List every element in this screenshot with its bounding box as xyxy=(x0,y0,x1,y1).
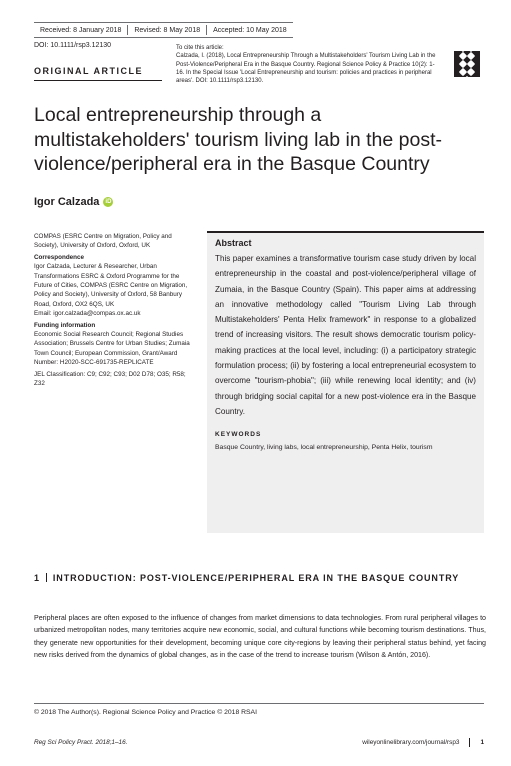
author-name[interactable]: Igor Calzada xyxy=(34,196,100,208)
keywords-heading: KEYWORDS xyxy=(215,431,262,439)
section-title: INTRODUCTION: POST-VIOLENCE/PERIPHERAL ERA IN THE BASQUE COUNTRY xyxy=(52,573,460,583)
article-type-label: ORIGINAL ARTICLE xyxy=(34,66,162,81)
received-date: Received: 8 January 2018 xyxy=(40,26,122,34)
page-footer xyxy=(34,738,484,747)
paper-title: Local entrepreneurship through a multistakeholders' tourism living lab in the post-violence/peripheral era in the Basque Country xyxy=(34,104,442,175)
correspondence-heading: Correspondence xyxy=(34,253,85,261)
footer-right xyxy=(362,738,484,747)
orcid-icon[interactable]: iD xyxy=(105,199,112,205)
citation-block xyxy=(176,44,438,85)
section-number: 1 xyxy=(34,573,40,583)
funding-heading: Funding information xyxy=(34,321,96,329)
journal-url[interactable]: wileyonlinelibrary.com/journal/rsp3 xyxy=(362,739,460,746)
author-line xyxy=(34,196,113,208)
keywords-text: Basque Country, living labs, local entrepreneurship, Penta Helix, tourism xyxy=(215,444,433,452)
funding-text: Economic Social Research Council; Regional Studies Association; Brussels Centre for Urban Studies; Zumaia Town Council; European Commission, Grant/Award Number: H2020-SCC-691735-REPLICATE xyxy=(34,331,190,367)
cite-text: Calzada, I. (2018), Local Entrepreneurship Through a Multistakeholders' Tourism Living Lab in the Post-Violence/Peripheral Era in the Basque Country. Regional Science Policy & Practice 10(2): 1-16. In the Special Issue 'Local Entrepreneurship and tourism: policies and practices in peripheral areas'. DOI: 10.1111/rsp3.12130. xyxy=(176,53,436,85)
divider xyxy=(469,738,470,747)
section-heading xyxy=(34,572,489,585)
jel-classification: JEL Classification: C9; C92; C93; D02 D78; O35; R58; Z32 xyxy=(34,370,186,388)
article-dates xyxy=(34,22,293,38)
copyright-notice: © 2018 The Author(s). Regional Science Policy and Practice © 2018 RSAI xyxy=(34,703,484,716)
journal-logo-icon xyxy=(454,51,480,77)
accepted-date: Accepted: 10 May 2018 xyxy=(213,26,287,34)
body-paragraph: Peripheral places are often exposed to the influence of changes from market dimensions to data technologies. From rural peripheral villages to urbanized metropolitan nodes, many territories acquire new economic, social, and cultural functions while becoming tourism destinations. Thus, they generate new opportunities for their development, becoming unique core city-regions by leaving their peripheral status behind, yet facing new risks derived from the dynamics of global changes, as in the case of the trend to increase tourism (Wilson & Antón, 2016). xyxy=(34,614,486,660)
abstract-heading: Abstract xyxy=(215,238,252,248)
affiliation-column xyxy=(34,232,196,389)
journal-reference: Reg Sci Policy Pract. 2018;1–16. xyxy=(34,739,128,746)
abstract-box xyxy=(207,231,484,533)
author-email[interactable]: Email: igor.calzada@compas.ox.ac.uk xyxy=(34,310,141,318)
correspondence-text: Igor Calzada, Lecturer & Researcher, Urban Transformations ESRC & Oxford Programme for the Future of Cities, COMPAS (ESRC Centre on Migration, Policy and Society), University of Oxford, 58 Banbury Road, Oxford, OX2 6QS, UK xyxy=(34,263,188,308)
doi-link[interactable]: DOI: 10.1111/rsp3.12130 xyxy=(34,42,112,49)
page-number: 1 xyxy=(480,739,484,746)
cite-label: To cite this article: xyxy=(176,45,224,51)
revised-date: Revised: 8 May 2018 xyxy=(134,26,201,34)
divider xyxy=(46,573,47,582)
affiliation-org: COMPAS (ESRC Centre on Migration, Policy and Society), University of Oxford, Oxford, UK xyxy=(34,233,172,250)
abstract-text: This paper examines a transformative tourism case study driven by local entrepreneurship in the coastal and post-violence/peripheral village of Zumaia, in the Basque Country (Spain). This paper aims at addressing an innovative methodology called "Tourism Living Lab through Multistakeholders' Penta Helix framework" in response to a globalized trend of increasing visitors. The result shows democratic tourism policy-making practices at the local level, including: (i) a participatory strategic formulation process; (ii) by fostering a local entrepreneurial ecosystem to overcome "tourism-phobia"; (iii) while renewing local identity; and (iv) through bridging social capital for a new post-violence era in the Basque Country. xyxy=(215,254,476,416)
